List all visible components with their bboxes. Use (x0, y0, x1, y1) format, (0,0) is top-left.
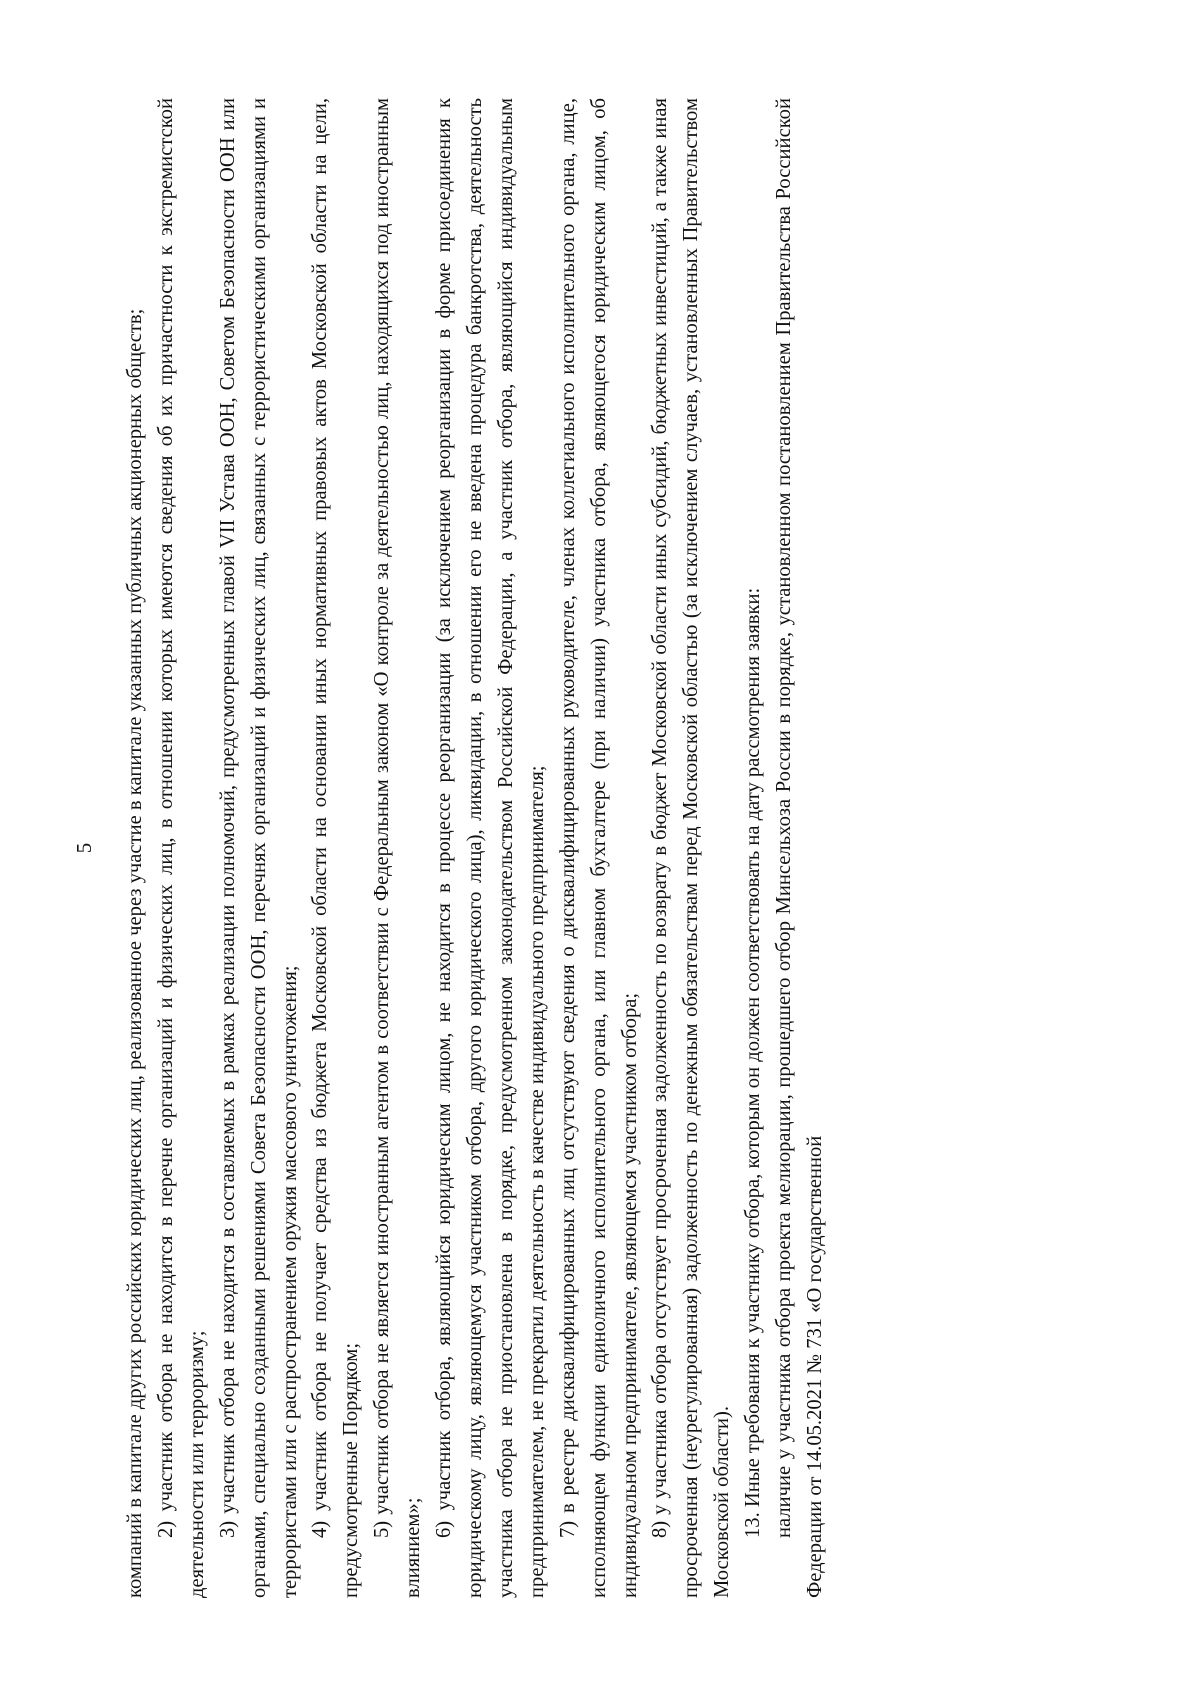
document-body (120, 98, 831, 1598)
page-number: 5 (72, 842, 96, 854)
paragraph-item-7: 7) в реестре дисквалифицированных лиц отсутствуют сведения о дисквалифицированных руководителе, членах коллегиального исполнительного органа, лице, исполняющем функции единоличного исполнительного органа, или главном бухгалтере (при наличии) участника отбора, являющегося юридическим лицом, об индивидуальном предпринимателе, являющемся участником отбора; (556, 98, 641, 1598)
paragraph-item-6: 6) участник отбора, являющийся юридическим лицом, не находится в процессе реорганизации (за исключением реорганизации в форме присоединения к юридическому лицу, являющемуся участником отбора, другого юридического лица), ликвидации, в отношении его не введена процедура банкротства, деятельность участника отбора не приостановлена в порядке, предусмотренном законодательством Российской Федерации, а участник отбора, являющийся индивидуальным предпринимателем, не прекратил деятельность в качестве индивидуального предпринимателя; (433, 98, 548, 1598)
paragraph-item-2: 2) участник отбора не находится в перечне организаций и физических лиц, в отношении которых имеются сведения об их причастности к экстремистской деятельности или терроризму; (154, 98, 208, 1598)
paragraph-item-3: 3) участник отбора не находится в составляемых в рамках реализации полномочий, предусмотренных главой VII Устава ООН, Советом Безопасности ООН или органами, специально созданными решениями Совета Безопасности ООН, перечнях организаций и физических лиц, связанных с террористическими организациями и террористами или с распространением оружия массового уничтожения; (216, 98, 301, 1598)
rotated-page (72, 98, 960, 1598)
paragraph-item-8: 8) у участника отбора отсутствует просроченная задолженность по возврату в бюджет Московской области иных субсидий, бюджетных инвестиций, а также иная просроченная (неурегулированная) задолженность по денежным обязательствам перед Московской областью (за исключением случаев, установленных Правительством Московской области). (649, 98, 734, 1598)
paragraph-item-4: 4) участник отбора не получает средства из бюджета Московской области на основании иных нормативных правовых актов Московской области на цели, предусмотренные Порядком; (309, 98, 363, 1598)
paragraph-continuation: компаний в капитале других российских юридических лиц, реализованное через участие в капитале указанных публичных акционерных обществ; (124, 308, 146, 1598)
paragraph-section-13: 13. Иные требования к участнику отбора, которым он должен соответствовать на дату рассмотрения заявки: (742, 587, 765, 1538)
paragraph-item-5: 5) участник отбора не является иностранным агентом в соответствии с Федеральным законом «О контроле за деятельностью лиц, находящихся под иностранным влиянием»; (371, 98, 425, 1598)
paragraph-requirement: наличие у участника отбора проекта мелиорации, прошедшего отбор Минсельхоза России в порядке, установленном постановлением Правительства Российской Федерации от 14.05.2021 № 731 «О государственной (773, 98, 826, 1598)
